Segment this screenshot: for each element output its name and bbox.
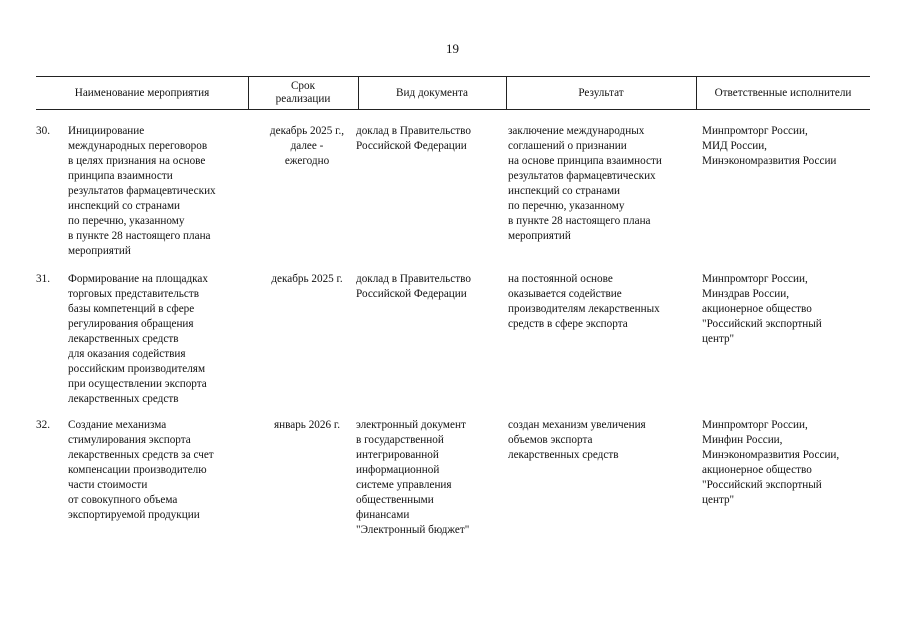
row-result: создан механизм увеличения объемов экспорта лекарственных средств	[508, 419, 646, 461]
row-doc: доклад в Правительство Российской Федерации	[356, 125, 471, 152]
row-name: Инициирование международных переговоров в целях признания на основе принципа взаимности результатов фармацевтических инспекций со странами по перечню, указанному в пункте 28 настоящего плана мероприятий	[68, 125, 216, 257]
row-responsible: Минпромторг России, Минздрав России, акционерное общество "Российский экспортный центр"	[702, 273, 822, 345]
header-term: Срок реализации	[275, 80, 331, 105]
row-result: заключение международных соглашений о признании на основе принципа взаимности результатов фармацевтических инспекций со странами по перечню, указанному в пункте 28 настоящего плана мероприятий	[508, 125, 662, 242]
row-number: 30.	[36, 125, 50, 137]
row-number: 31.	[36, 273, 50, 285]
header-responsible: Ответственные исполнители	[714, 86, 852, 99]
page-number: 19	[446, 41, 459, 56]
header-doc: Вид документа	[396, 86, 468, 99]
table-header	[36, 76, 870, 110]
row-term: декабрь 2025 г., далее - ежегодно	[269, 125, 345, 167]
row-responsible: Минпромторг России, Минфин России, Минэкономразвития России, акционерное общество "Российский экспортный центр"	[702, 419, 840, 506]
row-responsible: Минпромторг России, МИД России, Минэкономразвития России	[702, 125, 837, 167]
row-doc: доклад в Правительство Российской Федерации	[356, 273, 471, 300]
row-term: январь 2026 г.	[273, 419, 341, 431]
row-number: 32.	[36, 419, 50, 431]
row-name: Формирование на площадках торговых представительств базы компетенций в сфере регулирования обращения лекарственных средств для оказания содействия российским производителям при осуществлении экспорта лекарственных средств	[68, 273, 208, 405]
header-name: Наименование мероприятия	[74, 86, 210, 99]
row-name: Создание механизма стимулирования экспорта лекарственных средств за счет компенсации производителю части стоимости от совокупного объема экспортируемой продукции	[68, 419, 214, 521]
header-result: Результат	[578, 86, 624, 99]
row-doc: электронный документ в государственной интегрированной информационной системе управления общественными финансами "Электронный бюджет"	[356, 419, 470, 536]
row-term: декабрь 2025 г.	[271, 273, 343, 285]
row-result: на постоянной основе оказывается содействие производителям лекарственных средств в сфере экспорта	[508, 273, 660, 330]
